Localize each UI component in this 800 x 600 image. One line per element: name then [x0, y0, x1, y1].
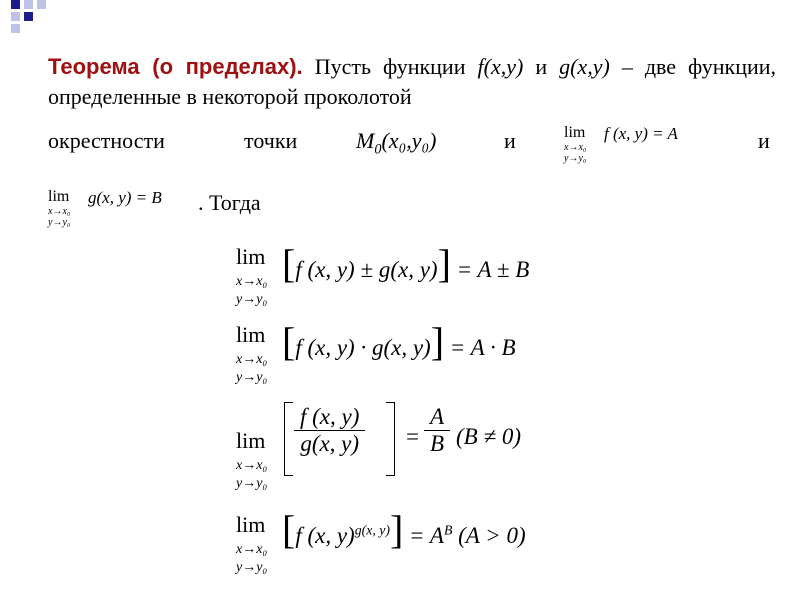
limit-sub-x: x→x₀: [236, 352, 268, 367]
exponent: g(x, y): [354, 522, 390, 538]
function-f: f(x,y): [477, 54, 524, 79]
formula-power: [236, 506, 616, 578]
denominator: g(x, y): [294, 430, 365, 457]
denominator: B: [424, 430, 450, 457]
limit-sub-y: y→y₀: [564, 153, 587, 164]
bracket-close: [386, 402, 395, 476]
result: = A: [409, 523, 444, 548]
word-then: . Тогда: [198, 190, 261, 215]
formula-quotient: [236, 400, 636, 496]
inline-limit-g: [48, 188, 162, 228]
result-exponent: B: [443, 522, 453, 538]
expression: f (x, y) · g(x, y): [295, 335, 431, 360]
bracket-close: ]: [430, 319, 445, 364]
limit-sub-y: y→y₀: [236, 560, 268, 575]
condition: (B ≠ 0): [456, 424, 521, 449]
numerator: f (x, y): [300, 404, 360, 429]
word-okrestnosti: окрестности: [48, 128, 165, 153]
result: = A · B: [449, 335, 516, 360]
decorative-squares: [0, 0, 60, 40]
limit-sub-y: y→y₀: [48, 217, 71, 228]
theorem-line-4: [48, 188, 448, 238]
limit-sub-x: x→x₀: [48, 206, 71, 217]
limit-expression: f (x, y) = A: [604, 124, 678, 143]
lim-label: lim: [564, 124, 586, 141]
equals: =: [406, 424, 419, 449]
bracket-close: ]: [437, 241, 451, 286]
limit-sub-x: x→x₀: [564, 142, 587, 153]
bracket-open: [: [282, 319, 296, 364]
bracket-open: [: [282, 507, 296, 552]
lim-label: lim: [236, 244, 266, 269]
numerator: A: [430, 404, 445, 429]
lim-label: lim: [236, 428, 266, 453]
condition: (A > 0): [458, 523, 526, 548]
theorem-title: Теорема (о пределах).: [48, 54, 303, 79]
text-segment: – две функции, определенные в некоторой проколотой: [48, 54, 777, 109]
formula-sum: [236, 241, 616, 310]
limit-sub-x: x→x₀: [236, 458, 268, 473]
limit-sub-y: y→y₀: [236, 292, 268, 307]
lim-label: lim: [236, 512, 266, 537]
limit-sub-y: y→y₀: [236, 370, 268, 385]
limit-sub-y: y→y₀: [236, 476, 268, 491]
bracket-open: [: [282, 241, 296, 286]
function-g: g(x,y): [559, 54, 610, 79]
theorem-line-3: [48, 124, 784, 172]
formula-product: [236, 319, 616, 388]
word-tochki: точки: [244, 128, 298, 153]
point-m0: $M_0(x_0,y_0)$: [356, 128, 437, 158]
limit-expression: g(x, y) = B: [88, 188, 162, 207]
base: f (x, y): [295, 523, 355, 548]
fraction: [294, 404, 365, 457]
limit-sub-x: x→x₀: [236, 274, 268, 289]
expression: f (x, y) ± g(x, y): [295, 257, 438, 282]
theorem-paragraph: [48, 52, 776, 112]
lim-label: lim: [48, 188, 70, 205]
word-and: и: [504, 128, 516, 153]
text-segment: и: [535, 54, 548, 79]
limit-sub-x: x→x₀: [236, 542, 268, 557]
bracket-open: [284, 402, 293, 476]
result: = A ± B: [456, 257, 530, 282]
bracket-close: ]: [389, 507, 404, 552]
word-and: и: [758, 128, 770, 153]
result-fraction: [424, 404, 450, 457]
lim-label: lim: [236, 322, 266, 347]
text-segment: Пусть функции: [314, 54, 466, 79]
inline-limit-f: [564, 124, 678, 164]
